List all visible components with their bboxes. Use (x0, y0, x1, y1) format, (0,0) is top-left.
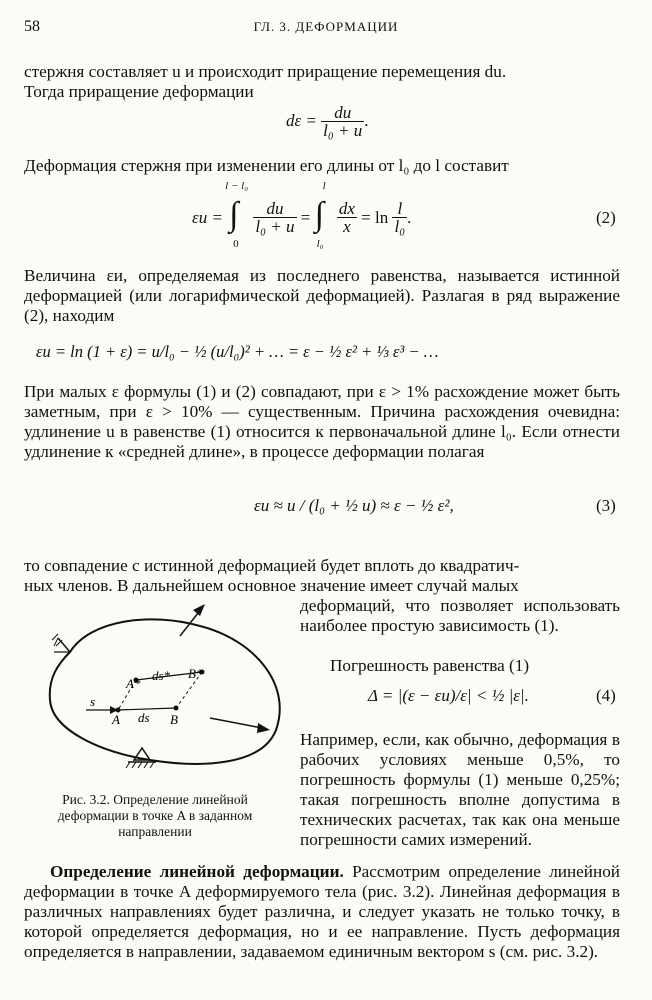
equation-3-number: (3) (596, 496, 616, 515)
integral-2 (314, 180, 333, 250)
label-ds-star: ds* (152, 668, 171, 683)
chapter-title: ГЛ. 3. ДЕФОРМАЦИИ (253, 19, 399, 34)
top-left-support-icon (52, 634, 70, 652)
point-b (174, 706, 179, 711)
fraction-denominator: l₀ (394, 217, 406, 236)
fraction-denominator: x (343, 217, 351, 236)
equation-2-rhs: = ln (361, 208, 389, 227)
force-arrow-top-icon (180, 604, 205, 636)
integral-1 (225, 180, 249, 250)
equation-2-lhs: εи = (192, 208, 223, 227)
label-a-star: A* (126, 676, 141, 691)
integral-2-lower-limit: l₀ (316, 238, 324, 250)
paragraph-5-line-1: то совпадение с истинной деформацией будет вплоть до квадратич- (24, 556, 520, 575)
page-number: 58 (24, 18, 40, 35)
integral-sign: ∫ (314, 196, 324, 233)
equation-de-lhs: dε = (286, 110, 317, 130)
deformable-body-outline (50, 619, 280, 763)
equation-de (286, 104, 369, 140)
equation-2-fraction-3 (392, 200, 407, 236)
paragraph-1-line-1: стержня составляет u и происходит приращение перемещения du. (24, 62, 507, 81)
equation-2-number: (2) (596, 208, 616, 227)
equation-2-fraction-1 (253, 200, 296, 236)
paragraph-6 (24, 862, 620, 962)
figure-3-2-diagram (30, 590, 298, 790)
equation-2-fraction-2 (337, 200, 357, 236)
fraction-denominator: l₀ + u (323, 121, 363, 140)
equation-series: εи = ln (1 + ε) = u/l₀ − ½ (u/l₀)² + … = ε − ½ ε² + ⅓ ε³ − … (36, 342, 439, 361)
equation-4-number: (4) (596, 686, 616, 705)
fraction-numerator: dx (338, 199, 355, 218)
paragraph-3: Величина εи, определяемая из последнего равенства, называется истинной деформацией (или логарифмической деформацией). Разлагая в ряд выражение (2), находим (24, 266, 620, 325)
integral-1-lower-limit: 0 (233, 238, 239, 250)
label-a: A (112, 712, 120, 727)
equation-2 (192, 180, 412, 250)
equation-4: Δ = |(ε − εи)/ε| < ½ |ε|. (368, 686, 529, 705)
integral-1-upper-limit: l − l₀ (225, 180, 249, 192)
right-column-paragraph-3: Например, если, как обычно, деформация в рабочих условиях меньше 0,5%, то погрешность формулы (1) меньше 0,25%; такая погрешность вполне допустима в технических расчетах, так как она меньше погрешности самих измерений. (300, 730, 620, 849)
figure-caption: Рис. 3.2. Определение линейной деформации в точке A в заданном направлении (57, 792, 253, 839)
paragraph-4: При малых ε формулы (1) и (2) совпадают, при ε > 1% расхождение может быть заметным, при ε > 10% — существенным. Причина расхождения очевидна: удлинение u в равенстве (1) относится к первоначальной длине l₀. Если отнести удлинение к «средней длине», в процессе деформации полагая (24, 382, 620, 461)
section-heading: Определение линейной деформации. (50, 862, 344, 881)
fraction-numerator: du (321, 104, 364, 122)
right-column-paragraph-1: деформаций, что позволяет использовать наиболее простую зависимость (1). (300, 596, 620, 635)
paragraph-1 (24, 62, 620, 102)
integral-2-upper-limit: l (322, 180, 326, 192)
label-ds: ds (138, 710, 150, 725)
paragraph-6-text: Рассмотрим определение линейной деформации в точке A деформируемого тела (рис. 3.2). Линейная деформация в различных направлениях будет различна, и следует указать не только точку, в которой определяется деформация, но и ее направление. Пусть деформация определяется в направлении, задаваемом единичным вектором s (см. рис. 3.2). (24, 862, 620, 961)
label-b-star: B* (188, 666, 203, 681)
force-arrow-right-icon (210, 718, 270, 733)
integral-sign: ∫ (229, 196, 239, 233)
equation-3: εи ≈ u / (l₀ + ½ u) ≈ ε − ½ ε², (254, 496, 454, 515)
paragraph-1-line-2: Тогда приращение деформации (24, 82, 254, 101)
equation-tail: . (407, 208, 412, 227)
equals-sign: = (300, 208, 311, 227)
label-s: s (90, 694, 96, 709)
equation-tail: . (364, 110, 369, 130)
fraction-denominator: l₀ + u (255, 217, 295, 236)
fraction-numerator: l (392, 200, 407, 218)
paragraph-5-line-2: ных членов. В дальнейшем основное значение имеет случай малых (24, 576, 519, 595)
paragraph-2: Деформация стержня при изменении его длины от l₀ до l составит (24, 156, 509, 175)
right-column-paragraph-2: Погрешность равенства (1) (330, 656, 530, 675)
label-b: B (170, 712, 178, 727)
fraction-numerator: du (253, 200, 296, 218)
equation-de-fraction (321, 104, 364, 140)
